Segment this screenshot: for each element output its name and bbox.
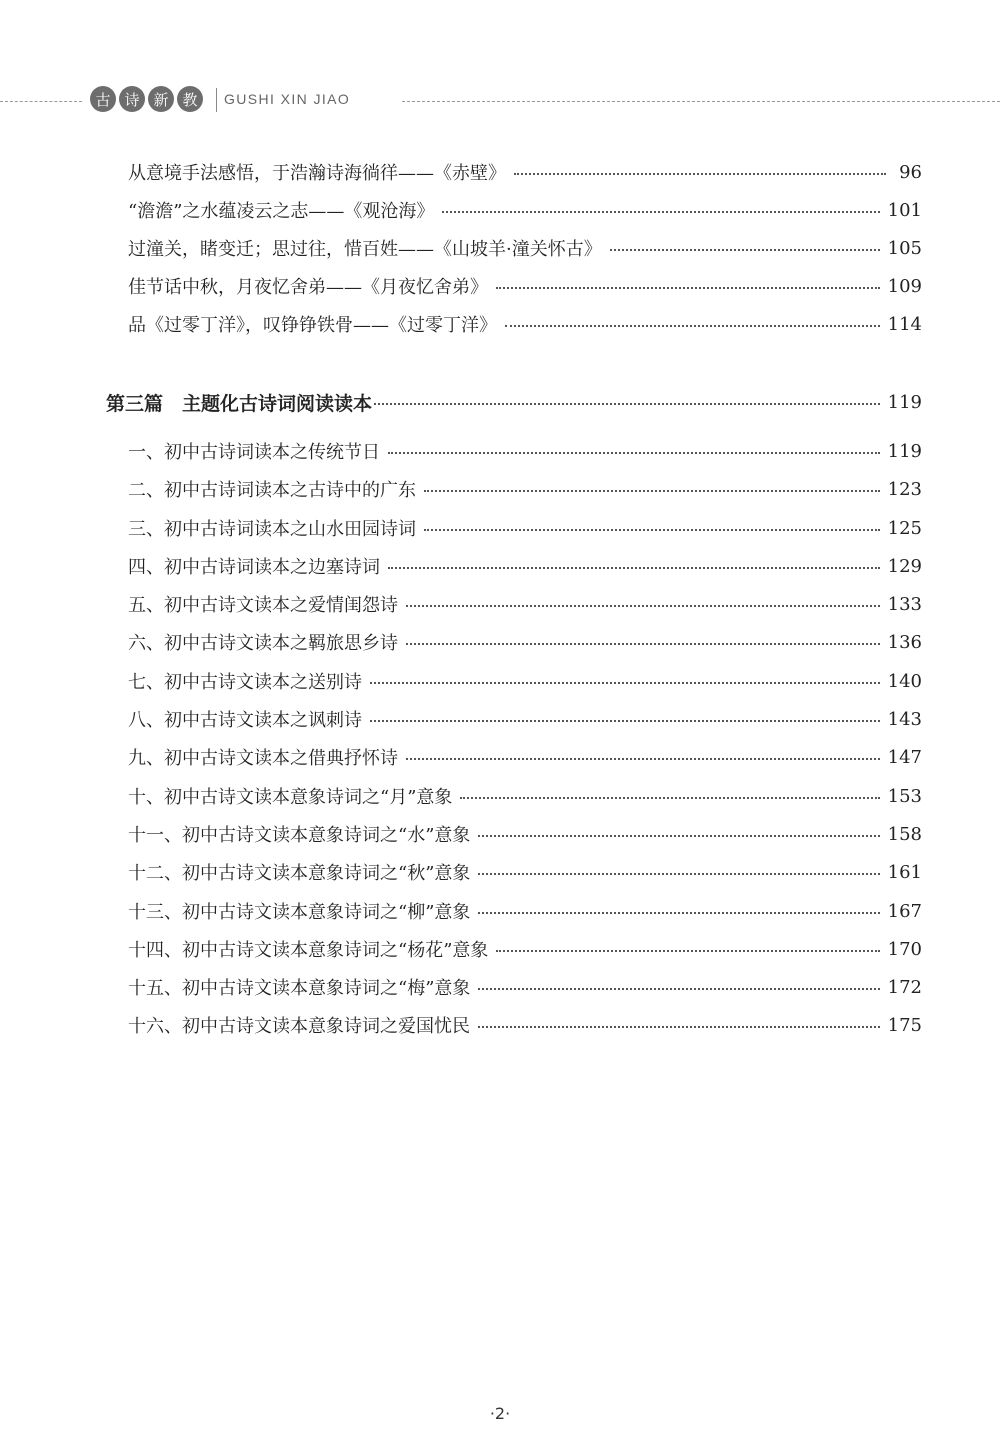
toc-entry	[0, 157, 1000, 187]
toc-entry	[0, 271, 1000, 301]
leader-dots	[424, 490, 880, 492]
leader-dots	[370, 720, 880, 722]
toc-entry-page: 153	[887, 785, 922, 807]
toc-entry-page: 167	[887, 900, 922, 922]
toc-entry-page: 105	[887, 237, 922, 259]
leader-dots	[478, 1026, 880, 1028]
toc-entry-title: 十二、初中古诗文读本意象诗词之“秋”意象	[128, 863, 471, 884]
toc-entry	[0, 474, 1000, 504]
toc-entry-page: 114	[887, 313, 922, 335]
toc-entry-title: 佳节话中秋，月夜忆舍弟——《月夜忆舍弟》	[128, 277, 488, 298]
toc-entry-title: 从意境手法感悟，于浩瀚诗海徜徉——《赤壁》	[128, 163, 506, 184]
toc-entry	[0, 627, 1000, 657]
toc-entry-title: 六、初中古诗文读本之羁旅思乡诗	[128, 633, 398, 654]
toc-entry	[0, 551, 1000, 581]
toc-entry-title: 三、初中古诗词读本之山水田园诗词	[128, 519, 416, 540]
toc-entry-title: 二、初中古诗词读本之古诗中的广东	[128, 480, 416, 501]
toc-entry	[0, 704, 1000, 734]
toc-entry-page: 175	[887, 1014, 922, 1036]
toc-entry	[0, 857, 1000, 887]
toc-entry-page: 109	[887, 275, 922, 297]
toc-entry	[0, 934, 1000, 964]
toc-entry-title: 九、初中古诗文读本之借典抒怀诗	[128, 748, 398, 769]
toc-entry-title: “澹澹”之水蕴凌云之志——《观沧海》	[128, 201, 435, 222]
header-badge: 古	[90, 86, 116, 112]
leader-dots	[460, 797, 879, 799]
toc-entry-title: 四、初中古诗词读本之边塞诗词	[128, 557, 380, 578]
header-separator	[216, 88, 217, 112]
leader-dots	[374, 403, 880, 405]
toc-entry	[0, 195, 1000, 225]
toc-entry-title: 十六、初中古诗文读本意象诗词之爱国忧民	[128, 1016, 470, 1037]
toc-entry	[0, 896, 1000, 926]
toc-entry-page: 170	[887, 938, 922, 960]
leader-dots	[406, 605, 880, 607]
toc-part-title: 第三篇 主题化古诗词阅读读本	[106, 392, 373, 415]
toc-entry-page: 133	[887, 593, 922, 615]
toc-entry-page: 147	[887, 746, 922, 768]
toc-entry-page: 158	[887, 823, 922, 845]
leader-dots	[496, 950, 879, 952]
running-header	[0, 84, 1000, 120]
toc-entry-page: 125	[887, 517, 922, 539]
leader-dots	[442, 211, 879, 213]
toc-entry-title: 十五、初中古诗文读本意象诗词之“梅”意象	[128, 978, 471, 999]
header-badge: 教	[177, 86, 203, 112]
toc-entry-page: 161	[887, 861, 922, 883]
leader-dots	[478, 873, 879, 875]
toc-entry	[0, 589, 1000, 619]
toc-entry	[0, 1010, 1000, 1040]
header-badge: 新	[148, 86, 174, 112]
header-latin-title: GUSHI XIN JIAO	[224, 91, 351, 107]
toc-entry-title: 十四、初中古诗文读本意象诗词之“杨花”意象	[128, 940, 489, 961]
leader-dots	[514, 173, 886, 175]
toc-entry-title: 十、初中古诗文读本意象诗词之“月”意象	[128, 787, 453, 808]
header-badges	[90, 86, 203, 112]
leader-dots	[496, 287, 880, 289]
toc-entry-page: 129	[887, 555, 922, 577]
toc-entry-page: 96	[899, 161, 922, 183]
header-rule-left	[0, 101, 82, 102]
leader-dots	[406, 758, 880, 760]
toc-entry-page: 140	[887, 670, 922, 692]
toc-entry	[0, 513, 1000, 543]
toc-entry-title: 八、初中古诗文读本之讽刺诗	[128, 710, 362, 731]
leader-dots	[610, 249, 880, 251]
toc-entry	[0, 309, 1000, 339]
toc-entry	[0, 742, 1000, 772]
toc-entry	[0, 233, 1000, 263]
leader-dots	[388, 452, 880, 454]
header-badge: 诗	[119, 86, 145, 112]
leader-dots	[478, 912, 879, 914]
toc-entry	[0, 436, 1000, 466]
leader-dots	[478, 988, 879, 990]
toc-entry-title: 过潼关，睹变迁；思过往，惜百姓——《山坡羊·潼关怀古》	[128, 239, 602, 260]
toc-entry	[0, 972, 1000, 1002]
toc-part-page: 119	[887, 391, 922, 413]
leader-dots	[370, 682, 880, 684]
toc-entry-title: 十三、初中古诗文读本意象诗词之“柳”意象	[128, 902, 471, 923]
toc-entry-title: 品《过零丁洋》，叹铮铮铁骨——《过零丁洋》	[128, 315, 497, 336]
leader-dots	[388, 567, 880, 569]
toc-entry-page: 123	[887, 478, 922, 500]
toc-entry-page: 172	[887, 976, 922, 998]
toc-entry-title: 五、初中古诗文读本之爱情闺怨诗	[128, 595, 398, 616]
header-rule-right	[402, 101, 1000, 102]
toc-part-heading	[0, 387, 1000, 417]
toc-entry-page: 136	[887, 631, 922, 653]
toc-entry-title: 一、初中古诗词读本之传统节日	[128, 442, 380, 463]
toc-entry	[0, 781, 1000, 811]
toc-entry-page: 101	[887, 199, 922, 221]
toc-entry	[0, 819, 1000, 849]
page-number: ·2·	[489, 1404, 511, 1423]
leader-dots	[478, 835, 879, 837]
leader-dots	[406, 643, 880, 645]
toc-entry-title: 十一、初中古诗文读本意象诗词之“水”意象	[128, 825, 471, 846]
leader-dots	[505, 325, 880, 327]
toc-entry-page: 119	[887, 440, 922, 462]
toc-entry-page: 143	[887, 708, 922, 730]
leader-dots	[424, 529, 880, 531]
toc-entry	[0, 666, 1000, 696]
toc-entry-title: 七、初中古诗文读本之送别诗	[128, 672, 362, 693]
